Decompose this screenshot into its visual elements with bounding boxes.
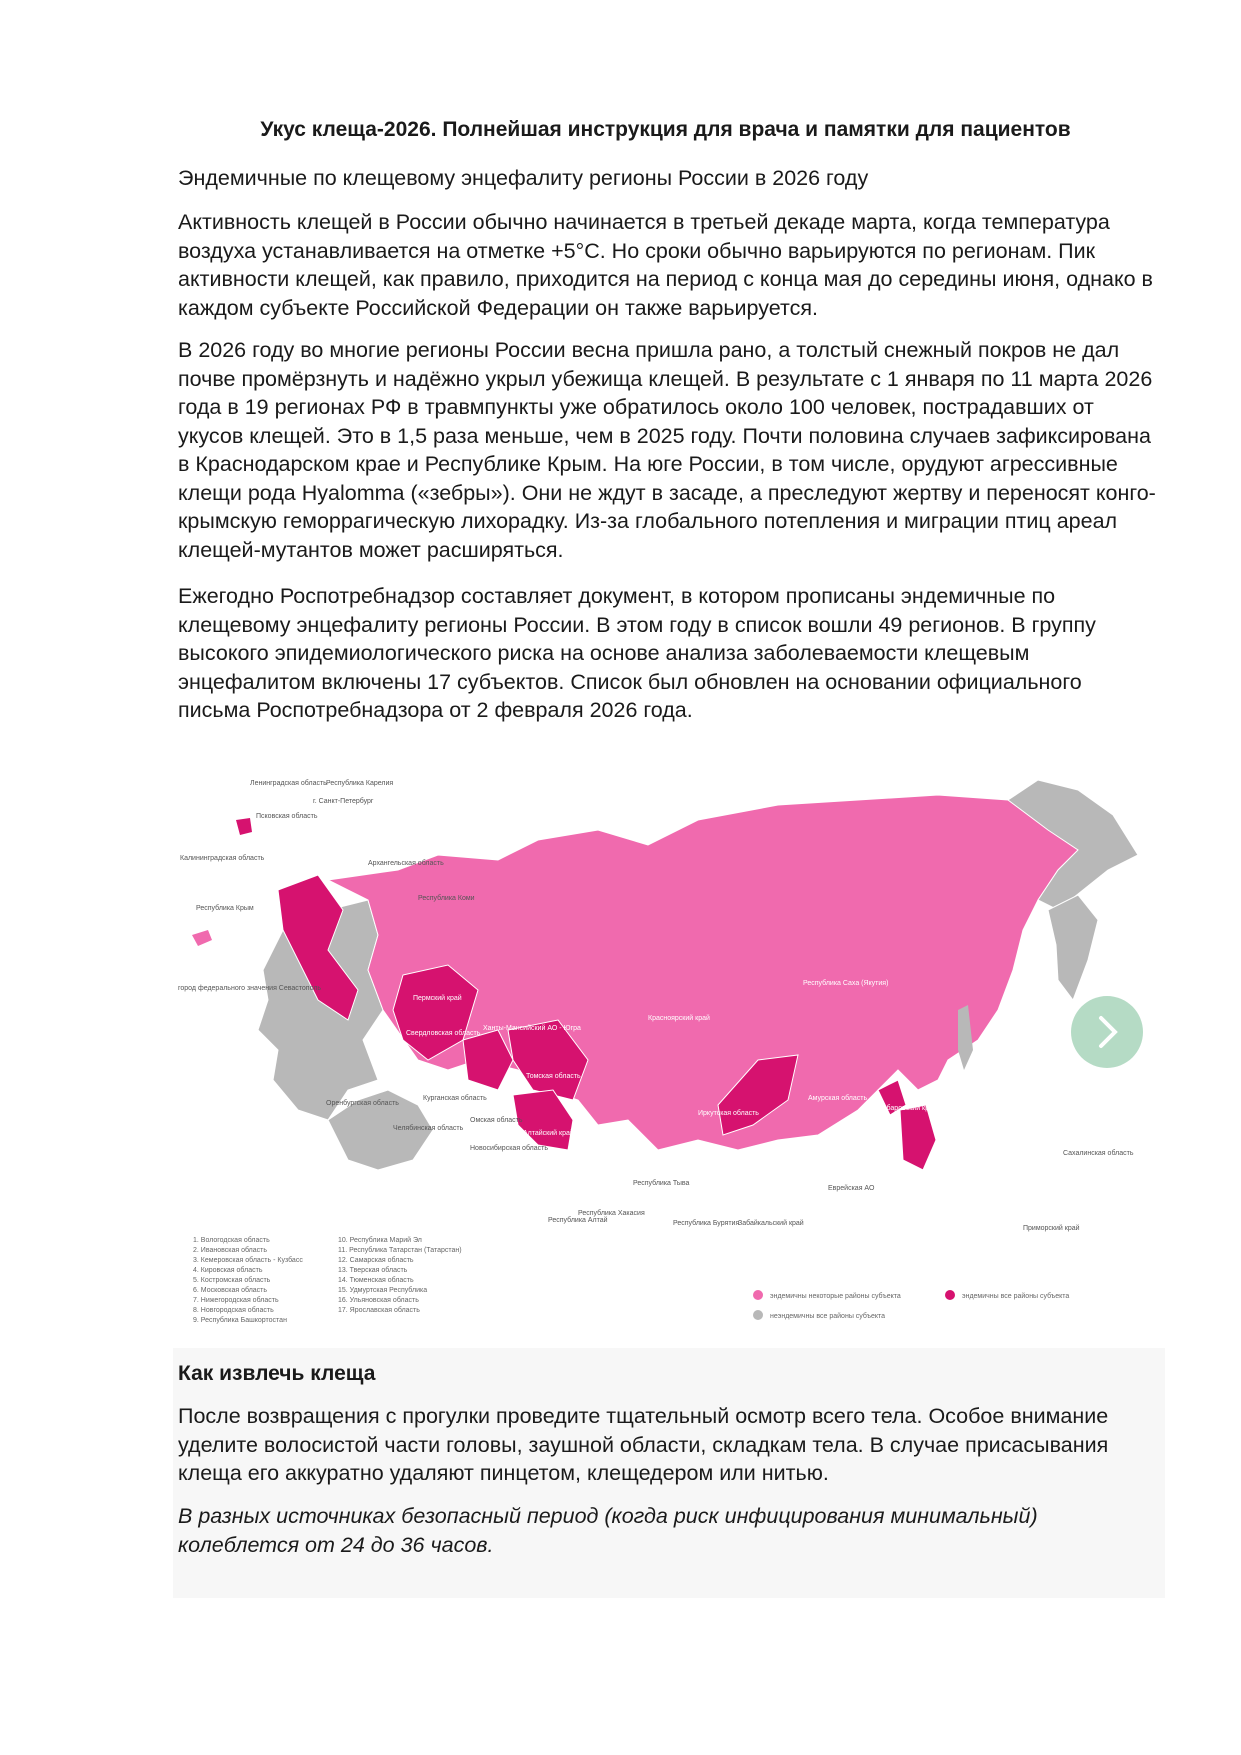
- label-leningrad: Ленинградская область: [250, 780, 327, 787]
- page-title: Укус клеща-2026. Полнейшая инструкция для врача и памятки для пациентов: [260, 118, 1071, 141]
- endemic-map: [178, 760, 1153, 1345]
- list-item-10: 10. Республика Марий Эл: [338, 1237, 422, 1244]
- list-item-2: 2. Ивановская область: [193, 1247, 268, 1254]
- label-irkutsk: Иркутская область: [698, 1110, 759, 1117]
- list-item-16: 16. Ульяновская область: [338, 1297, 419, 1304]
- russia-map-svg: [178, 760, 1153, 1345]
- label-kaliningrad: Калининградская область: [180, 855, 265, 862]
- label-chelyabinsk: Челябинская область: [393, 1125, 464, 1132]
- label-khakassia: Республика Хакасия: [578, 1210, 645, 1217]
- legend-full-label: эндемичны все районы субъекта: [962, 1293, 1070, 1300]
- paragraph-2: В 2026 году во многие регионы России весна пришла рано, а толстый снежный покров не дал почве промёрзнуть и надёжно укрыл убежища клещей. В результате с 1 января по 11 марта 2026 года в 19 регионах РФ в травмпункты уже обратилось около 100 человек, пострадавших от укусов клещей. Это в 1,5 раза меньше, чем в 2025 году. Почти половина случаев зафиксирована в Краснодарском крае и Республике Крым. На юге России, в том числе, орудуют агрессивные клещи рода Hyalomma («зебры»). Они не ждут в засаде, а преследуют жертву и переносят конго-крымскую геморрагическую лихорадку. Из-за глобального потепления и миграции птиц ареал клещей-мутантов может расширяться.: [178, 338, 1156, 562]
- list-item-15: 15. Удмуртская Республика: [338, 1287, 428, 1294]
- label-tomsk: Томская область: [526, 1073, 581, 1080]
- list-item-3: 3. Кемеровская область - Кузбасс: [193, 1257, 303, 1264]
- legend-partial-swatch: [753, 1290, 763, 1300]
- label-karelia: Республика Карелия: [326, 780, 394, 787]
- label-khmao: Ханты-Мансийский АО - Югра: [483, 1025, 581, 1032]
- list-item-17: 17. Ярославская область: [338, 1307, 420, 1314]
- label-zabaikalsky: Забайкальский край: [738, 1220, 804, 1227]
- map-region-kaliningrad: [236, 818, 252, 835]
- label-yakutia: Республика Саха (Якутия): [803, 980, 889, 987]
- label-altai-rep: Республика Алтай: [548, 1217, 608, 1224]
- label-sverdlovsk: Свердловская область: [406, 1030, 481, 1037]
- label-altai-krai: Алтайский край: [523, 1130, 574, 1137]
- list-item-14: 14. Тюменская область: [338, 1277, 414, 1284]
- map-region-primorsky-dark: [900, 1105, 936, 1170]
- section-heading: Как извлечь клеща: [178, 1362, 376, 1385]
- legend-full-swatch: [945, 1290, 955, 1300]
- list-item-9: 9. Республика Башкортостан: [193, 1317, 287, 1324]
- list-item-8: 8. Новгородская область: [193, 1307, 274, 1314]
- list-item-7: 7. Нижегородская область: [193, 1297, 279, 1304]
- list-item-4: 4. Кировская область: [193, 1267, 263, 1274]
- label-komi: Республика Коми: [418, 895, 475, 902]
- label-krasnoyarsk: Красноярский край: [648, 1015, 710, 1022]
- label-crimea: Республика Крым: [196, 905, 254, 912]
- label-arkhangelsk: Архангельская область: [368, 860, 444, 867]
- label-spb: г. Санкт-Петербург: [313, 798, 374, 805]
- subtitle: Эндемичные по клещевому энцефалиту регионы России в 2026 году: [178, 166, 869, 190]
- list-item-6: 6. Московская область: [193, 1287, 268, 1294]
- section-text: После возвращения с прогулки проведите тщательный осмотр всего тела. Особое внимание уделите волосистой части головы, заушной области, складкам тела. В случае присасывания клеща его аккуратно удаляют пинцетом, клещедером или нитью.: [178, 1404, 1109, 1485]
- list-item-5: 5. Костромская область: [193, 1277, 271, 1284]
- label-amur: Амурская область: [808, 1095, 868, 1102]
- chevron-right-icon: [1071, 996, 1143, 1068]
- list-item-12: 12. Самарская область: [338, 1257, 414, 1264]
- map-region-crimea: [192, 930, 212, 946]
- label-sevastopol: город федерального значения Севастополь: [178, 985, 322, 992]
- map-region-kamchatka-grey: [1048, 895, 1098, 1000]
- label-perm: Пермский край: [413, 995, 462, 1002]
- label-kurgan: Курганская область: [423, 1095, 487, 1102]
- label-novosibirsk: Новосибирская область: [470, 1145, 548, 1152]
- section-note: В разных источниках безопасный период (когда риск инфицирования минимальный) колеблется от 24 до 36 часов.: [178, 1504, 1038, 1557]
- label-eao: Еврейская АО: [828, 1185, 875, 1192]
- label-primorsky: Приморский край: [1023, 1225, 1080, 1232]
- list-item-1: 1. Вологодская область: [193, 1237, 270, 1244]
- legend-none-label: неэндемичны все районы субъекта: [770, 1313, 886, 1320]
- label-omsk: Омская область: [470, 1117, 523, 1124]
- label-buryatia: Республика Бурятия: [673, 1220, 740, 1227]
- legend-none-swatch: [753, 1310, 763, 1320]
- list-item-11: 11. Республика Татарстан (Татарстан): [338, 1247, 462, 1254]
- list-item-13: 13. Тверская область: [338, 1267, 408, 1274]
- label-tyva: Республика Тыва: [633, 1180, 690, 1187]
- next-button[interactable]: [1071, 996, 1143, 1068]
- paragraph-1: Активность клещей в России обычно начинается в третьей декаде марта, когда температура воздуха устанавливается на отметке +5°С. Но сроки обычно варьируются по регионам. Пик активности клещей, как правило, приходится на период с конца мая до середины июня, однако в каждом субъекте Российской Федерации он также варьируется.: [178, 210, 1153, 320]
- label-orenburg: Оренбургская область: [326, 1100, 399, 1107]
- label-pskov: Псковская область: [256, 813, 318, 820]
- label-khabarovsk: Хабаровский край: [878, 1105, 937, 1112]
- label-sakhalin: Сахалинская область: [1063, 1150, 1134, 1157]
- legend-partial-label: эндемичны некоторые районы субъекта: [770, 1293, 901, 1300]
- paragraph-3: Ежегодно Роспотребнадзор составляет документ, в котором прописаны эндемичные по клещевому энцефалиту регионы России. В этом году в список вошли 49 регионов. В группу высокого эпидемиологического риска на основе анализа заболеваемости клещевым энцефалитом включены 17 субъектов. Список был обновлен на основании официального письма Роспотребнадзора от 2 февраля 2026 года.: [178, 584, 1096, 722]
